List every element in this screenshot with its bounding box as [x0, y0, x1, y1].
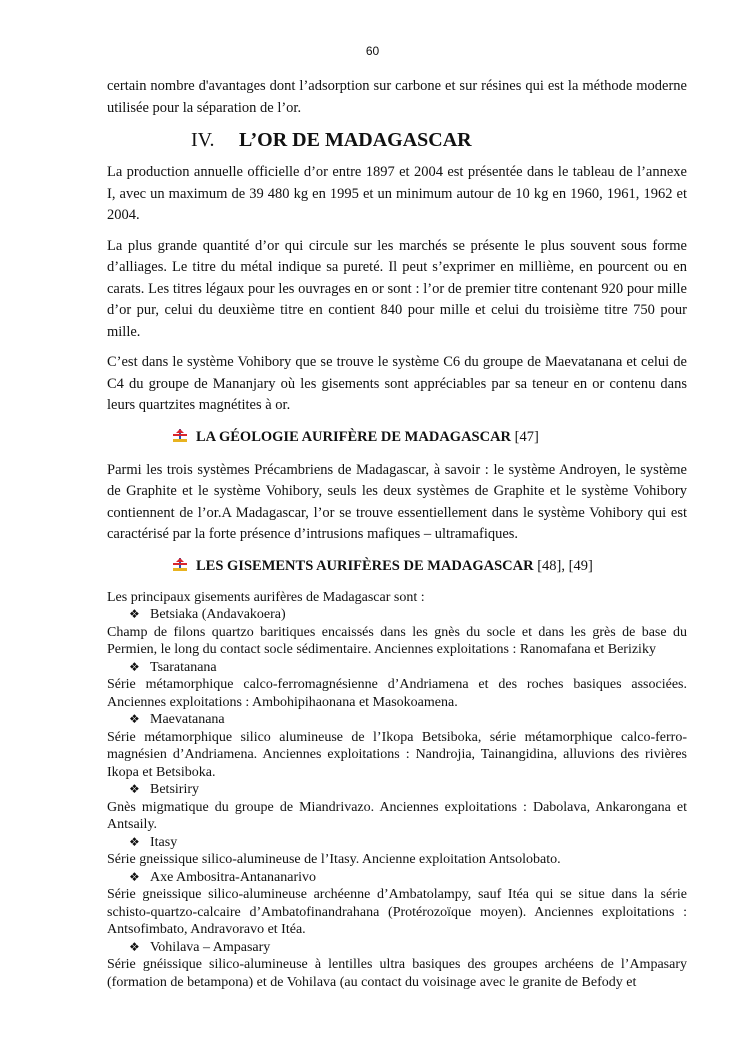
diamond-bullet-icon: ❖ [129, 782, 140, 796]
diamond-bullet-icon: ❖ [129, 712, 140, 726]
deposits-intro: Les principaux gisements aurifères de Madagascar sont : [107, 589, 425, 605]
paragraph-vohibory: C’est dans le système Vohibory que se trouve le système C6 du groupe de Maevatanana et celui de C4 du groupe de Mananjary où les gisements sont appréciables par sa teneur en or contenu dans leurs quartzites magnétites à or. [107, 354, 687, 413]
page-content [107, 76, 687, 991]
list-item [107, 781, 687, 799]
intro-paragraph: certain nombre d'avantages dont l’adsorption sur carbone et sur résines qui est la méthode moderne utilisée pour la séparation de l’or. [107, 78, 687, 116]
deposit-description: Gnès migmatique du groupe de Miandrivazo. Anciennes exploitations : Dabolava, Ankarongana et Antsaily. [107, 799, 687, 832]
deposit-name: Tsaratanana [150, 659, 217, 675]
deposit-description: Série gnéissique silico-alumineuse à lentilles ultra basiques des groupes archéens de l’Ampasary (formation de betampona) et de Vohilava (au contact du voisinage avec le granite de Befody et [107, 957, 687, 990]
cross-arrow-bullet-icon [173, 558, 187, 571]
paragraph-production: La production annuelle officielle d’or entre 1897 et 2004 est présentée dans le tableau de l’annexe I, avec un maximum de 39 480 kg en 1995 et un minimum autour de 10 kg en 1960, 1961, 1962 et 2004. [107, 164, 687, 223]
diamond-bullet-icon: ❖ [129, 869, 140, 884]
list-item [107, 834, 687, 852]
subsection-geology-ref: [47] [514, 428, 539, 445]
deposit-description: Série métamorphique calco-ferromagnésienne d’Andriamena et des roches basiques associées. Anciennes exploitations : Ambohipihaonana et Masokoamena. [107, 677, 687, 710]
deposit-list [107, 606, 687, 991]
diamond-bullet-icon: ❖ [129, 607, 140, 621]
section-number: IV. [191, 129, 215, 151]
deposit-name: Itasy [150, 834, 178, 850]
diamond-bullet-icon: ❖ [129, 939, 140, 954]
diamond-bullet-icon: ❖ [129, 659, 140, 674]
deposit-description: Série métamorphique silico alumineuse de l’Ikopa Betsiboka, série métamorphique calco-ferro-magnésien d’Andriamena. Anciennes exploitations : Nandrojia, Tainangidina, alluvions des rivières Ikopa et Betsiboka. [107, 729, 687, 780]
paragraph-alloys: La plus grande quantité d’or qui circule sur les marchés se présente le plus souvent sous forme d’alliages. Le titre du métal indique sa pureté. Il peut s’exprimer en millième, en pourcent ou en carats. Les titres légaux pour les ouvrages en or sont : l’or de premier titre contenant 920 pour mille d’or pur, celui du deuxième titre en contient 840 pour mille et celui du troisième titre 750 pour mille. [107, 237, 687, 340]
list-item [107, 711, 687, 729]
list-item [107, 869, 687, 887]
subsection-deposits-title: LES GISEMENTS AURIFÈRES DE MADAGASCAR [196, 557, 534, 574]
subsection-deposits-heading [107, 556, 687, 576]
deposit-name: Vohilava – Ampasary [150, 939, 271, 955]
subsection-deposits-ref: [48], [49] [537, 557, 593, 574]
section-heading [107, 128, 687, 152]
deposit-name: Betsiriry [150, 782, 199, 797]
list-item [107, 939, 687, 957]
list-item [107, 659, 687, 677]
cross-arrow-bullet-icon [173, 429, 187, 442]
page-number: 60 [365, 44, 380, 58]
section-title: L’OR DE MADAGASCAR [239, 129, 472, 151]
list-item [107, 606, 687, 624]
subsection-geology-heading [107, 427, 687, 447]
deposit-description: Série gneissique silico-alumineuse de l’Itasy. Ancienne exploitation Antsolobato. [107, 852, 561, 867]
deposit-description: Champ de filons quartzo baritiques encaissés dans les gnès du socle et dans les grès de base du Permien, le long du contact socle sédimentaire. Anciennes exploitations : Ranomafana et Beriziky [107, 624, 687, 657]
deposit-description: Série gneissique silico-alumineuse archéenne d’Ambatolampy, sauf Itéa qui se situe dans la série schisto-quartzo-calcaire d’Ambatofinandrahana (Protérozoïque moyen). Anciennes exploitations : Antsofimbato, Andravoravo et Itéa. [107, 887, 687, 937]
paragraph-geology: Parmi les trois systèmes Précambriens de Madagascar, à savoir : le système Androyen, le système de Graphite et le système Vohibory, seuls les deux systèmes de Graphite et le système Vohibory contiennent de l’or.A Madagascar, l’or se trouve essentiellement dans le système Vohibory qui est caractérisé par la forte présence d’intrusions mafiques – ultramafiques. [107, 461, 687, 542]
deposit-name: Betsiaka (Andavakoera) [150, 607, 286, 622]
diamond-bullet-icon: ❖ [129, 834, 140, 849]
deposit-name: Axe Ambositra-Antananarivo [150, 869, 317, 885]
deposit-name: Maevatanana [150, 712, 225, 727]
subsection-geology-title: LA GÉOLOGIE AURIFÈRE DE MADAGASCAR [196, 428, 512, 445]
